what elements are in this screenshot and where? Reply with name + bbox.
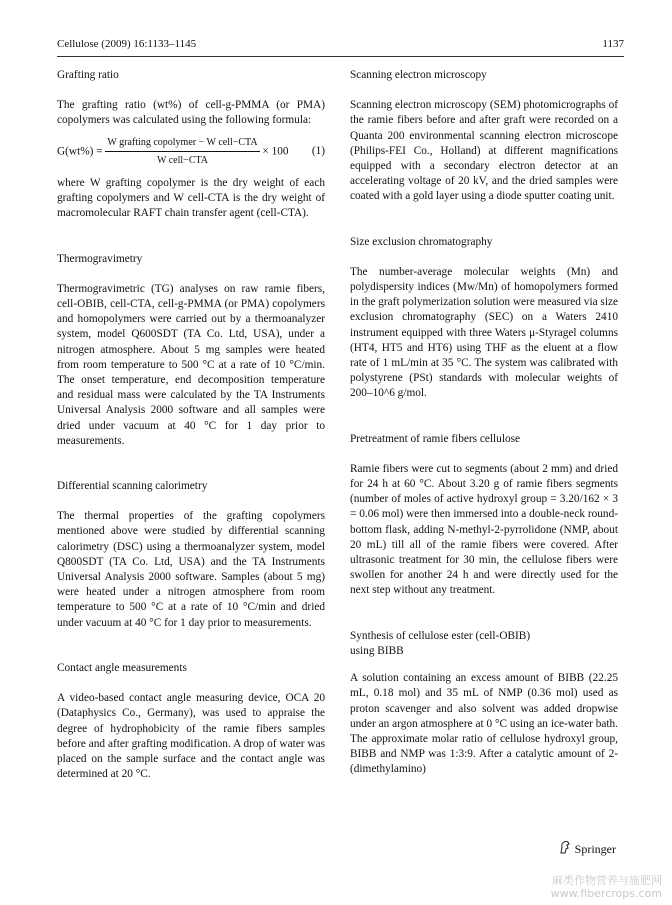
left-column (57, 68, 325, 782)
springer-horse-icon (559, 840, 571, 858)
equation-number: (1) (311, 144, 325, 157)
right-column (350, 68, 618, 778)
watermark-url: www.fibercrops.com (550, 887, 662, 900)
synthesis-title-line1: Synthesis of cellulose ester (cell-OBIB) (350, 629, 531, 642)
section-heading-contact-angle: Contact angle measurements (57, 661, 187, 674)
dsc-text: The thermal properties of the grafting copolymers mentioned above were studied by differential scanning calorimetry (DSC) using a thermoanalyzer system, model Q800SDT (TA Co. Ltd, USA) and the TA Instruments Universal Analysis 2000 software. Samples (about 5 mg) were heated under a nitrogen atmosphere from room temperature to 500 °C at a rate of 10 °C/min and dried under vacuum at 40 °C for 1 day prior to measurements. (57, 510, 325, 629)
synthesis-title-line2: using BIBB (350, 644, 404, 657)
section-heading-grafting-ratio: Grafting ratio (57, 69, 119, 81)
section-heading-pretreatment: Pretreatment of ramie fibers cellulose (350, 432, 521, 445)
formula-fraction (105, 135, 259, 168)
publisher-logo (559, 840, 616, 858)
section-heading-synthesis (350, 629, 618, 659)
section-heading-sec: Size exclusion chromatography (350, 235, 493, 248)
pretreatment-text: Ramie fibers were cut to segments (about 2 mm) and dried for 24 h at 60 °C. About 3.20 g of ramie fibers segments (number of moles of active hydroxyl group = 3.20/162 × 3 = 0.06 mol) were then immersed into a double-neck round-bottom flask, adding N-methyl-2-pyrrolidone (NMP, about 20 mL) till all of the ramie fibers were covered. After ultrasonic treatment for 30 min, the cellulose fibers were swollen for another 24 h and were directly used for the next step without any treatment. (350, 462, 618, 597)
section-heading-dsc: Differential scanning calorimetry (57, 480, 208, 493)
sec-text: The number-average molecular weights (Mn) and polydispersity indices (Mw/Mn) of homopolymers formed in the graft polymerization solution were measured via size exclusion chromatography (SEC) on a Waters 2410 instrument equipped with three Waters μ-Styragel columns (HT4, HT5 and HT6) using THF as the eluent at a flow rate of 1 mL/min at 35 °C. The system was calibrated with polystyrene (PSt) standards with molecular weights of 200–10^6 g/mol. (350, 265, 618, 400)
running-header-journal: Cellulose (2009) 16:1133–1145 (57, 38, 197, 50)
contact-angle-text: A video-based contact angle measuring device, OCA 20 (Dataphysics Co., Germany), was used to appraise the degree of hydrophobicity of the ramie fibers samples before and after grafting modification. A drop of water was placed on the sample surface and the contact angle was determined at 20 °C. (57, 692, 325, 781)
watermark (551, 874, 662, 900)
grafting-ratio-equation (57, 135, 325, 168)
watermark-cn: 麻类作物营养与施肥网 (552, 874, 662, 887)
section-heading-sem: Scanning electron microscopy (350, 69, 487, 81)
formula-multiplier: × 100 (262, 144, 289, 157)
synthesis-text: A solution containing an excess amount of BIBB (22.25 mL, 0.18 mol) and 35 mL of NMP (0.36 mol) used as proton scavenger and also solvent was added dropwise under an argon atmosphere at 0 °C using an ice-water bath. The approximate molar ratio of cellulose hydroxyl group, BIBB and NMP was 1:3:9. After a catalytic amount of 2-(dimethylamino) (350, 672, 618, 776)
sem-text: Scanning electron microscopy (SEM) photomicrographs of the ramie fibers before and after graft were recorded on a Quanta 200 environmental scanning electron microscope (Philips-FEI Co., Holland) at different magnifications equipped with a secondary electron detector at an accelerating voltage of 20 kV, and the dried samples were coated with a gold layer using a diode sputter coating unit. (350, 99, 618, 203)
section-heading-thermogravimetry: Thermogravimetry (57, 252, 143, 265)
publisher-name: Springer (574, 841, 616, 856)
formula-lhs: G(wt%) = (57, 144, 103, 157)
grafting-ratio-text: The grafting ratio (wt%) of cell-g-PMMA (or PMA) copolymers was calculated using the following formula: (57, 99, 325, 127)
grafting-ratio-definition: where W grafting copolymer is the dry weight of each grafting copolymers and W cell-CTA is the dry weight of macromolecular RAFT chain transfer agent (cell-CTA). (57, 177, 325, 220)
formula-numerator: W grafting copolymer − W cell−CTA (105, 135, 259, 152)
running-header-page-number: 1137 (602, 38, 624, 50)
header-rule (57, 56, 624, 57)
thermogravimetry-text: Thermogravimetric (TG) analyses on raw ramie fibers, cell-OBIB, cell-CTA, cell-g-PMMA (or PMA) copolymers and homopolymers were carried out by a thermoanalyzer system, model Q600SDT (TA Co. Ltd, USA), under a nitrogen atmosphere. About 5 mg samples were heated from room temperature to 500 °C at a rate of 10 °C/min. The onset temperature, end decomposition temperature and residual mass were calculated by the TA Instruments Universal Analysis 2000 software and all samples were dried under vacuum at 40 °C for 1 day prior to measurements. (57, 282, 325, 447)
formula-denominator: W cell−CTA (156, 154, 209, 166)
